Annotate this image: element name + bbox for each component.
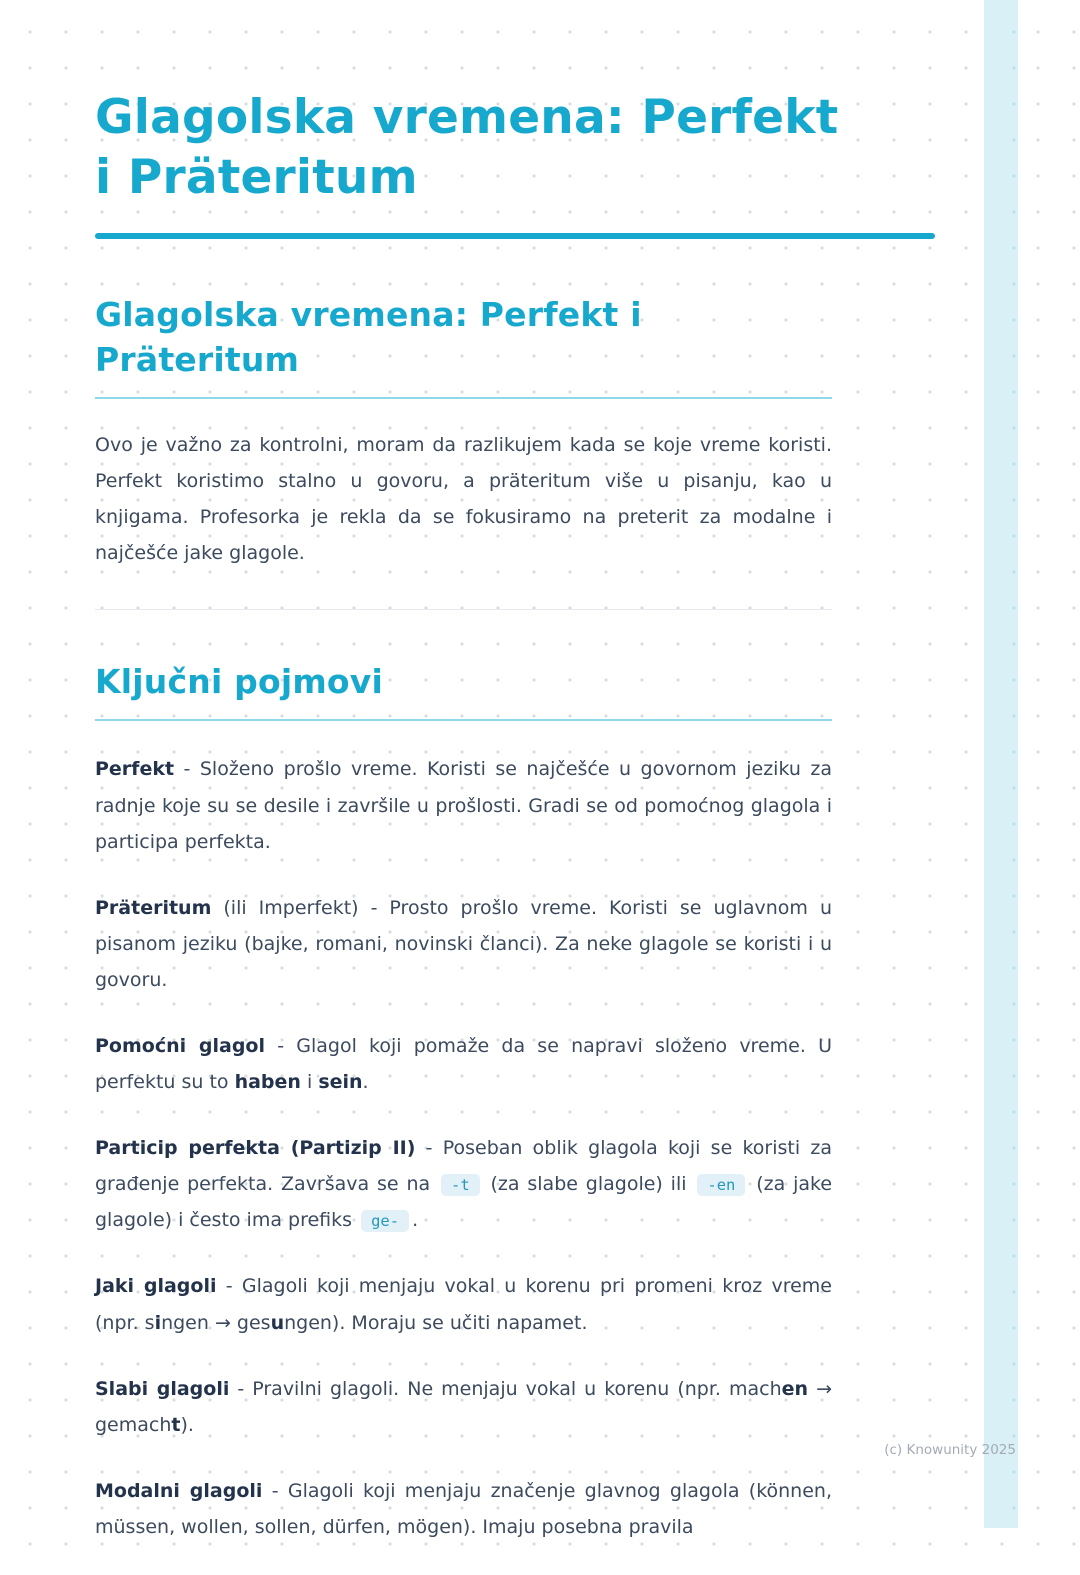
- plain-text: - Poseban oblik glagola koji se koristi za građenje perfekta. Završava se na: [95, 1137, 832, 1196]
- plain-text: - Glagol koji pomaže da se napravi složeno vreme. U perfektu su to: [95, 1034, 832, 1094]
- plain-text: - Pravilni glagoli. Ne menjaju vokal u korenu (npr. mach: [229, 1377, 782, 1400]
- bold-term-text: Jaki glagoli: [95, 1275, 217, 1298]
- term-paragraph-praeteritum: [95, 890, 832, 998]
- section-heading-intro-line-1: Glagolska vremena: Perfekt i: [95, 295, 642, 335]
- section-heading-intro: [95, 293, 832, 381]
- bold-term-text: Slabi glagoli: [95, 1377, 230, 1400]
- bold-term-text: u: [270, 1311, 285, 1334]
- term-paragraph-pomocni-glagol: [95, 1028, 832, 1100]
- bold-term-text: Perfekt: [95, 758, 175, 781]
- term-paragraph-perfekt: [95, 751, 832, 859]
- key-terms-list: [95, 751, 832, 1545]
- bold-term-text: Präteritum: [95, 896, 212, 919]
- page-title-line-1: Glagolska vremena: Perfekt: [95, 90, 839, 145]
- bold-term-text: haben: [234, 1071, 301, 1094]
- bold-term-text: sein: [318, 1071, 363, 1094]
- plain-text: (ili Imperfekt) - Prosto prošlo vreme. Koristi se uglavnom u pisanom jeziku (bajke, romani, novinski članci). Za neke glagole se koristi i u govoru.: [95, 896, 832, 991]
- inline-code-chip: -t: [441, 1174, 480, 1196]
- term-paragraph-jaki-glagoli: [95, 1268, 832, 1340]
- bold-term-text: Particip perfekta (Partizip II): [95, 1137, 416, 1160]
- section-heading-underline: [95, 719, 832, 721]
- page-margin-strip: [984, 0, 1018, 1528]
- bold-term-text: Modalni glagoli: [95, 1479, 263, 1502]
- plain-text: → gemach: [95, 1377, 832, 1436]
- inline-code-chip: -en: [697, 1174, 745, 1196]
- plain-text: - Glagoli koji menjaju vokal u korenu pri promeni kroz vreme (npr. s: [95, 1275, 832, 1334]
- title-underline-rule: [95, 233, 935, 239]
- plain-text: - Glagoli koji menjaju značenje glavnog glagola (können, müssen, wollen, sollen, dürfen, mögen). Imaju posebna pravila: [95, 1479, 832, 1538]
- bold-term-text: Pomoćni glagol: [95, 1034, 265, 1057]
- plain-text: ngen). Moraju se učiti napamet.: [284, 1311, 588, 1334]
- section-divider: [95, 609, 832, 610]
- page-title-line-2: i Präteritum: [95, 149, 418, 205]
- plain-text: .: [362, 1071, 369, 1094]
- bold-term-text: t: [171, 1413, 181, 1436]
- section-heading-key-terms: Ključni pojmovi: [95, 662, 384, 702]
- section-heading-intro-line-2: Präteritum: [95, 339, 300, 379]
- page-title: [95, 88, 955, 207]
- plain-text: i: [300, 1071, 319, 1094]
- copyright-credit: (c) Knowunity 2025: [884, 1442, 1016, 1458]
- term-paragraph-modalni-glagoli: [95, 1473, 832, 1545]
- plain-text: .: [412, 1209, 419, 1232]
- term-paragraph-particip-perfekta: [95, 1130, 832, 1238]
- plain-text: ).: [180, 1413, 194, 1436]
- term-paragraph-slabi-glagoli: [95, 1371, 832, 1443]
- bold-term-text: en: [781, 1377, 809, 1400]
- intro-paragraph: Ovo je važno za kontrolni, moram da razlikujem kada se koje vreme koristi. Perfekt koristimo stalno u govoru, a präteritum više u pisanju, kao u knjigama. Profesorka je rekla da se fokusiramo na preterit za modalne i najčešće jake glagole.: [95, 433, 832, 565]
- bold-term-text: i: [154, 1311, 162, 1334]
- document-content: [95, 88, 839, 1575]
- plain-text: - Složeno prošlo vreme. Koristi se najčešće u govornom jeziku za radnje koje su se desile i završile u prošlosti. Gradi se od pomoćnog glagola i participa perfekta.: [95, 758, 832, 853]
- plain-text: (za slabe glagole) ili: [482, 1173, 695, 1196]
- plain-text: (za jake glagole) i često ima prefiks: [95, 1173, 833, 1232]
- section-heading-underline: [95, 397, 832, 399]
- plain-text: ngen → ges: [161, 1311, 271, 1334]
- inline-code-chip: ge-: [361, 1210, 409, 1232]
